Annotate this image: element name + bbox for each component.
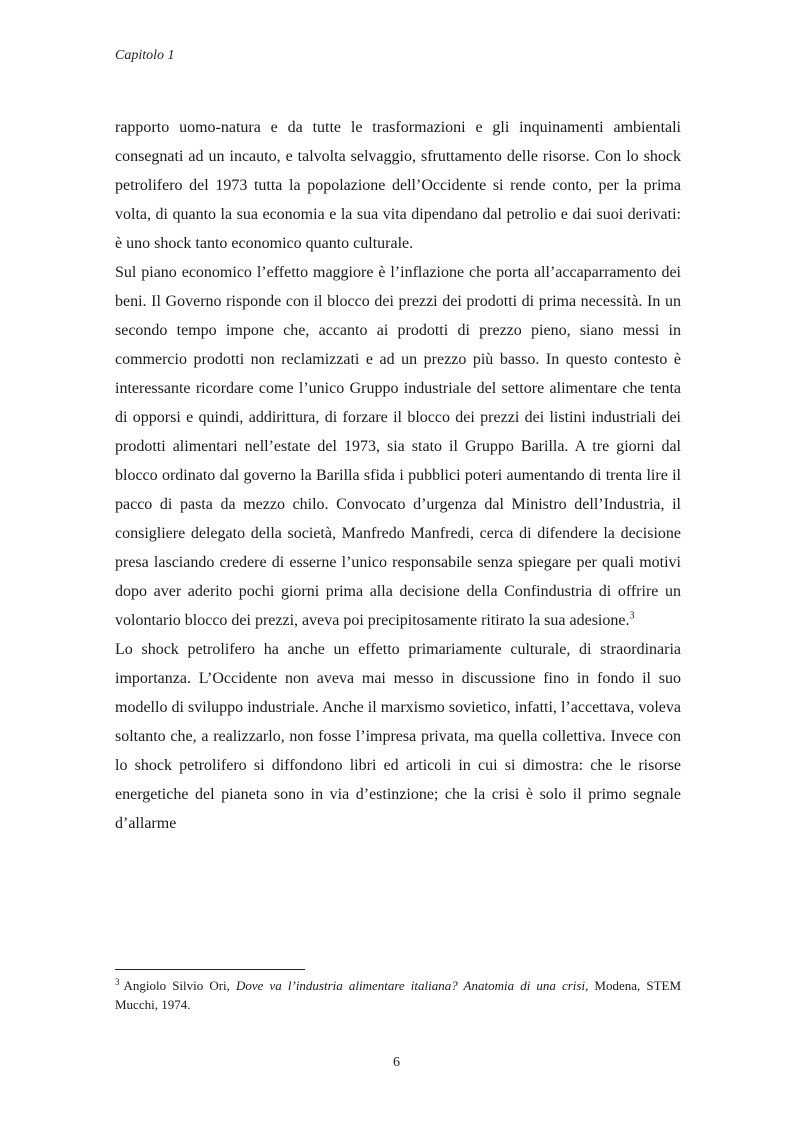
paragraph-3: Lo shock petrolifero ha anche un effetto primariamente culturale, di straordinaria importanza. L’Occidente non aveva mai messo in discussione fino in fondo il suo modello di sviluppo industriale. Anche il marxismo sovietico, infatti, l’accettava, voleva soltanto che, a realizzarlo, non fosse l’impresa privata, ma quella collettiva. Invece con lo shock petrolifero si diffondono libri ed articoli in cui si dimostra: che le risorse energetiche del pianeta sono in via d’estinzione; che la crisi è solo il primo segnale d’allarme — [115, 641, 681, 832]
footnote-author: Angiolo Silvio Ori, — [123, 978, 230, 993]
body-text — [115, 113, 681, 838]
footnote — [115, 976, 681, 1014]
paragraph-2 — [115, 258, 681, 635]
footnote-title: Dove va l’industria alimentare italiana? Anatomia di una crisi — [236, 978, 586, 993]
footnote-number: 3 — [115, 976, 120, 987]
footnote-separator — [115, 969, 305, 970]
running-header: Capitolo 1 — [115, 48, 175, 63]
paragraph-2-text: Sul piano economico l’effetto maggiore è l’inflazione che porta all’accaparramento dei beni. Il Governo risponde con il blocco dei prezzi dei prodotti di prima necessità. In un secondo tempo impone che, accanto ai prodotti di prezzo pieno, siano messi in commercio prodotti non reclamizzati e ad un prezzo più basso. In questo contesto è interessante ricordare come l’unico Gruppo industriale del settore alimentare che tenta di opporsi e quindi, addirittura, di forzare il blocco dei prezzi dei listini industriali dei prodotti alimentari nell’estate del 1973, sia stato il Gruppo Barilla. A tre giorni dal blocco ordinato dal governo la Barilla sfida i pubblici poteri aumentando di trenta lire il pacco di pasta da mezzo chilo. Convocato d’urgenza dal Ministro dell’Industria, il consigliere delegato della società, Manfredo Manfredi, cerca di difendere la decisione presa lasciando credere di esserne l’unico responsabile senza spiegare per quali motivi dopo aver aderito pochi giorni prima alla decisione della Confindustria di offrire un volontario blocco dei prezzi, aveva poi precipitosamente ritirato la sua adesione. — [115, 264, 681, 629]
footnote-reference[interactable]: 3 — [629, 610, 635, 622]
footnote-publication: , Modena, STEM Mucchi, 1974. — [115, 978, 682, 1012]
page-number: 6 — [393, 1055, 400, 1070]
paragraph-1: rapporto uomo-natura e da tutte le trasformazioni e gli inquinamenti ambientali consegnati ad un incauto, e talvolta selvaggio, sfruttamento delle risorse. Con lo shock petrolifero del 1973 tutta la popolazione dell’Occidente si rende conto, per la prima volta, di quanto la sua economia e la sua vita dipendano dal petrolio e dai suoi derivati: è uno shock tanto economico quanto culturale. — [115, 119, 681, 252]
